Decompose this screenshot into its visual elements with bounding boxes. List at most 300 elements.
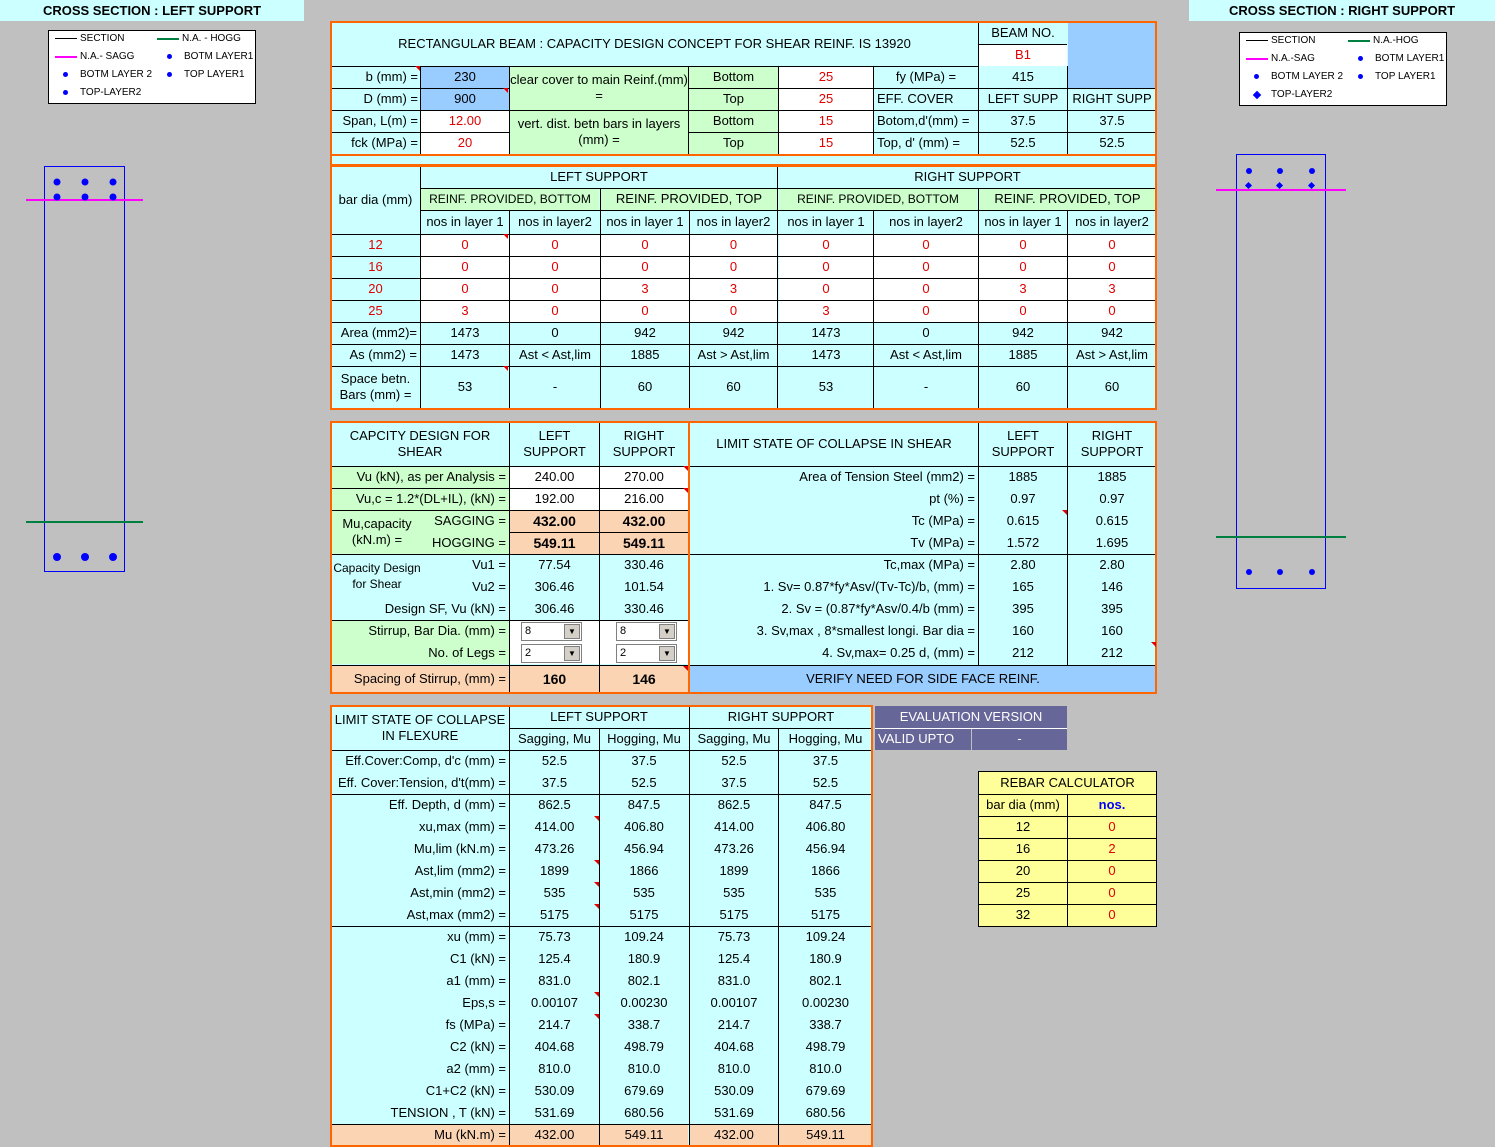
- rebar-dia-cell: 32: [979, 904, 1067, 926]
- flex-value: 52.5: [690, 750, 778, 772]
- flex-value: 831.0: [510, 970, 599, 992]
- flex-value: 1866: [600, 860, 688, 882]
- spacing-label: Spacing of Stirrup, (mm) =: [331, 666, 509, 692]
- dropdown-arrow-icon[interactable]: ▼: [659, 624, 675, 639]
- flex-value: 0.00107: [510, 992, 599, 1014]
- lsc-left-value: 2.80: [979, 554, 1067, 576]
- flex-value: 406.80: [600, 816, 688, 838]
- area-cell: 942: [601, 322, 689, 344]
- top-bar: [1277, 168, 1283, 174]
- space-cell: 60: [601, 366, 689, 408]
- bar-count-input[interactable]: 3: [421, 300, 509, 322]
- layer-col-header: nos in layer2: [874, 210, 978, 234]
- flex-value: 549.11: [779, 1124, 872, 1146]
- flex-value: 37.5: [690, 772, 778, 794]
- flex-sub-header: Sagging, Mu: [510, 728, 599, 750]
- bar-count-input[interactable]: 0: [690, 300, 777, 322]
- top-bar: [1246, 168, 1252, 174]
- legs-left-select[interactable]: [521, 644, 582, 663]
- area-cell: 1473: [421, 322, 509, 344]
- legend-botm-layer2-item: [63, 69, 152, 80]
- cap-left-header: LEFT SUPPORT: [510, 422, 599, 466]
- mu-capacity-label: Mu,capacity (kN.m) =: [331, 510, 419, 554]
- flex-sub-header: Hogging, Mu: [779, 728, 872, 750]
- flex-value: 75.73: [690, 926, 778, 948]
- flex-value: 679.69: [600, 1080, 688, 1102]
- dot-icon: [167, 54, 172, 59]
- space-cell: 60: [1068, 366, 1156, 408]
- legend-botm-layer2-label: BOTM LAYER 2: [80, 69, 153, 80]
- flex-value: 802.1: [600, 970, 688, 992]
- flex-value: 831.0: [690, 970, 778, 992]
- bottom-bar: [109, 553, 117, 561]
- legs-left-value: 2: [525, 647, 532, 659]
- bar-count-input[interactable]: 3: [690, 278, 777, 300]
- verify-side-face-button[interactable]: VERIFY NEED FOR SIDE FACE REINF.: [690, 666, 1156, 692]
- D-input[interactable]: 900: [421, 88, 509, 110]
- section-outline: [45, 167, 125, 572]
- bot-d-label: Botom,d'(mm) =: [874, 110, 978, 132]
- bar-count-input[interactable]: 3: [601, 278, 689, 300]
- bar-count-input[interactable]: 0: [510, 256, 600, 278]
- vuc-left-input[interactable]: 192.00: [510, 488, 599, 510]
- flex-value: 535: [690, 882, 778, 904]
- flex-row-label: xu,max (mm) =: [331, 816, 509, 838]
- mu-sag-left: 432.00: [510, 510, 599, 532]
- bar-count-input[interactable]: 0: [601, 234, 689, 256]
- vert-top-label: Top: [689, 132, 778, 154]
- area-cell: 942: [1068, 322, 1156, 344]
- vuc-right-input[interactable]: 216.00: [600, 488, 688, 510]
- bottom-bar: [1277, 569, 1283, 575]
- vu1-label: Vu1 =: [421, 554, 509, 576]
- vu2-right: 101.54: [600, 576, 688, 598]
- lsc-row-label: 1. Sv= 0.87*fy*Asv/(Tv-Tc)/b, (mm) =: [690, 576, 978, 598]
- flex-right-header: RIGHT SUPPORT: [690, 706, 872, 728]
- vert-bottom-label: Bottom: [689, 110, 778, 132]
- flex-value: 5175: [690, 904, 778, 926]
- flex-value: 802.1: [779, 970, 872, 992]
- dot-icon: [167, 72, 172, 77]
- as-cell: Ast > Ast,lim: [690, 344, 777, 366]
- space-cell: 53: [421, 366, 509, 408]
- flex-value: 37.5: [510, 772, 599, 794]
- b-label: b (mm) =: [331, 66, 421, 88]
- bar-count-input[interactable]: 0: [874, 300, 978, 322]
- as-cell: Ast > Ast,lim: [1068, 344, 1156, 366]
- legend-top-layer2-label: TOP-LAYER2: [80, 87, 142, 98]
- flex-value: 338.7: [600, 1014, 688, 1036]
- legs-label: No. of Legs =: [331, 642, 509, 664]
- flex-row-label: a2 (mm) =: [331, 1058, 509, 1080]
- cap-right-header: RIGHT SUPPORT: [600, 422, 688, 466]
- mu-sag-right: 432.00: [600, 510, 688, 532]
- lsc-left-value: 1.572: [979, 532, 1067, 554]
- bar-dia-cell: 12: [331, 234, 420, 256]
- space-label: Space betn. Bars (mm) =: [331, 366, 420, 408]
- lsc-right-value: 146: [1068, 576, 1156, 598]
- top-d-left: 52.5: [979, 132, 1067, 154]
- bar-dia-cell: 16: [331, 256, 420, 278]
- layer-col-header: nos in layer 1: [601, 210, 689, 234]
- bar-count-input[interactable]: 0: [510, 234, 600, 256]
- beam-no-input[interactable]: B1: [979, 44, 1067, 66]
- rebar-nos-input[interactable]: 0: [1068, 816, 1156, 838]
- flex-value: 498.79: [600, 1036, 688, 1058]
- area-cell: 0: [510, 322, 600, 344]
- flex-value: 498.79: [779, 1036, 872, 1058]
- D-label: D (mm) =: [331, 88, 421, 110]
- bar-count-input[interactable]: 0: [1068, 234, 1156, 256]
- bar-count-input[interactable]: 3: [779, 300, 873, 322]
- bar-count-input[interactable]: 0: [779, 278, 873, 300]
- bar-count-input[interactable]: 0: [979, 234, 1067, 256]
- layer-col-header: nos in layer2: [690, 210, 777, 234]
- flex-sub-header: Sagging, Mu: [690, 728, 778, 750]
- bar-count-input[interactable]: 0: [421, 234, 509, 256]
- bar-count-input[interactable]: 0: [510, 300, 600, 322]
- lsc-right-value: 395: [1068, 598, 1156, 620]
- flex-value: 847.5: [779, 794, 872, 816]
- fck-input[interactable]: 20: [421, 132, 509, 154]
- bar-count-input[interactable]: 0: [421, 278, 509, 300]
- flex-row-label: TENSION , T (kN) =: [331, 1102, 509, 1124]
- legend-top-layer1-label: TOP LAYER1: [1375, 71, 1436, 82]
- fy-value[interactable]: 415: [979, 66, 1067, 88]
- lsc-left-value: 1885: [979, 466, 1067, 488]
- lsc-left-value: 212: [979, 642, 1067, 664]
- vu1-left: 77.54: [510, 554, 599, 576]
- fy-label: fy (MPa) =: [874, 66, 978, 88]
- flex-value: 5175: [600, 904, 688, 926]
- dropdown-arrow-icon[interactable]: ▼: [564, 646, 580, 661]
- lsc-left-value: 395: [979, 598, 1067, 620]
- flex-value: 679.69: [779, 1080, 872, 1102]
- legend-botm-layer1-item: [1358, 53, 1444, 64]
- cover-bottom-input[interactable]: 25: [779, 66, 873, 88]
- bar-count-input[interactable]: 0: [421, 256, 509, 278]
- bottom-bar: [1309, 569, 1315, 575]
- layer-col-header: nos in layer2: [510, 210, 600, 234]
- flex-row-label: Ast,min (mm2) =: [331, 882, 509, 904]
- flex-row-label: fs (MPa) =: [331, 1014, 509, 1036]
- legend-top-layer2-label: TOP-LAYER2: [1271, 89, 1333, 100]
- right-legend: [1239, 32, 1447, 106]
- top-d-right: 52.5: [1068, 132, 1156, 154]
- flex-row-label: Eff. Cover:Tension, d't(mm) =: [331, 772, 509, 794]
- layer-col-header: nos in layer 1: [779, 210, 873, 234]
- dropdown-arrow-icon[interactable]: ▼: [659, 646, 675, 661]
- layer-col-header: nos in layer 1: [979, 210, 1067, 234]
- flex-row-label: Mu,lim (kN.m) =: [331, 838, 509, 860]
- bottom-bar: [53, 553, 61, 561]
- as-cell: 1473: [779, 344, 873, 366]
- lsc-right-value: 0.615: [1068, 510, 1156, 532]
- lsc-left-value: 0.97: [979, 488, 1067, 510]
- left-legend: [48, 30, 256, 104]
- area-label: Area (mm2)=: [331, 322, 420, 344]
- legs-right-select[interactable]: [616, 644, 677, 663]
- design-sf-label: Design SF, Vu (kN) =: [331, 598, 509, 620]
- bar-count-input[interactable]: 3: [979, 278, 1067, 300]
- evaluation-version-label: EVALUATION VERSION: [875, 706, 1067, 728]
- flex-value: 473.26: [510, 838, 599, 860]
- flex-value: 0.00107: [690, 992, 778, 1014]
- left-section-header: CROSS SECTION : LEFT SUPPORT: [0, 0, 304, 21]
- lsc-left-header: LEFT SUPPORT: [979, 422, 1067, 466]
- flex-row-label: Ast,max (mm2) =: [331, 904, 509, 926]
- flex-value: 52.5: [510, 750, 599, 772]
- rebar-dia-header: bar dia (mm): [979, 794, 1067, 816]
- flex-value: 0.00230: [600, 992, 688, 1014]
- space-cell: 60: [979, 366, 1067, 408]
- lsc-right-value: 0.97: [1068, 488, 1156, 510]
- legend-botm-layer1-item: [167, 51, 253, 62]
- flex-row-label: xu (mm) =: [331, 926, 509, 948]
- area-cell: 942: [979, 322, 1067, 344]
- right-section-drawing: [1189, 150, 1495, 590]
- stirrup-dia-left-select[interactable]: [521, 622, 582, 641]
- cover-label: clear cover to main Reinf.(mm) =: [510, 66, 688, 110]
- cover-top-input[interactable]: 25: [779, 88, 873, 110]
- bar-count-input[interactable]: 0: [779, 256, 873, 278]
- as-label: As (mm2) =: [331, 344, 420, 366]
- valid-upto-value: -: [972, 728, 1067, 750]
- lsc-row-label: Tc (MPa) =: [690, 510, 978, 532]
- flex-value: 456.94: [600, 838, 688, 860]
- left-supp-header: LEFT SUPP: [979, 88, 1067, 110]
- vert-bottom-input[interactable]: 15: [779, 110, 873, 132]
- legend-botm-layer1-label: BOTM LAYER1: [1375, 53, 1445, 64]
- legend-top-layer1-label: TOP LAYER1: [184, 69, 245, 80]
- span-input[interactable]: 12.00: [421, 110, 509, 132]
- reinf-left-support-header: LEFT SUPPORT: [421, 166, 777, 188]
- fck-label: fck (MPa) =: [331, 132, 421, 154]
- area-cell: 0: [874, 322, 978, 344]
- vu-label: Vu (kN), as per Analysis =: [331, 466, 509, 488]
- bottom-bar: [81, 553, 89, 561]
- vert-dist-label: vert. dist. betn bars in layers (mm) =: [510, 110, 688, 154]
- layer-col-header: nos in layer 1: [421, 210, 509, 234]
- flex-row-label: C1+C2 (kN) =: [331, 1080, 509, 1102]
- area-cell: 1473: [779, 322, 873, 344]
- bar-count-input[interactable]: 0: [779, 234, 873, 256]
- cap-heading: CAPCITY DESIGN FOR SHEAR: [331, 422, 509, 466]
- bottom-bar: [1246, 569, 1252, 575]
- flex-value: 535: [779, 882, 872, 904]
- lsc-row-label: 2. Sv = (0.87*fy*Asv/0.4/b (mm) =: [690, 598, 978, 620]
- vu-right-input[interactable]: 270.00: [600, 466, 688, 488]
- flex-value: 109.24: [600, 926, 688, 948]
- flex-value: 432.00: [510, 1124, 599, 1146]
- lsc-right-value: 2.80: [1068, 554, 1156, 576]
- as-cell: 1473: [421, 344, 509, 366]
- reinf-right-top-header: REINF. PROVIDED, TOP: [979, 188, 1156, 210]
- eff-cover-label: EFF. COVER: [874, 88, 978, 110]
- rebar-nos-input[interactable]: 2: [1068, 838, 1156, 860]
- reinf-left-top-header: REINF. PROVIDED, TOP: [601, 188, 777, 210]
- b-input[interactable]: 230: [421, 66, 509, 88]
- vu-left-input[interactable]: 240.00: [510, 466, 599, 488]
- flex-row-label: Eps,s =: [331, 992, 509, 1014]
- legend-top-layer1-item: [1358, 71, 1436, 82]
- flex-row-label: Ast,lim (mm2) =: [331, 860, 509, 882]
- flex-value: 456.94: [779, 838, 872, 860]
- top-bar-layer2: [1276, 182, 1283, 189]
- flex-value: 414.00: [510, 816, 599, 838]
- bar-count-input[interactable]: 0: [1068, 256, 1156, 278]
- design-sf-right: 330.46: [600, 598, 688, 620]
- legend-na-hogg-label: N.A. - HOGG: [182, 33, 241, 44]
- rebar-dia-cell: 12: [979, 816, 1067, 838]
- top-bar: [54, 194, 61, 201]
- flex-row-label: Mu (kN.m) =: [331, 1124, 509, 1146]
- as-cell: 1885: [979, 344, 1067, 366]
- bar-dia-header: bar dia (mm): [331, 166, 420, 234]
- flex-value: 810.0: [600, 1058, 688, 1080]
- legend-na-hogg-item: [157, 33, 241, 44]
- flex-value: 549.11: [600, 1124, 688, 1146]
- spacing-left: 160: [510, 666, 599, 692]
- flex-value: 531.69: [510, 1102, 599, 1124]
- cover-top-label: Top: [689, 88, 778, 110]
- legend-na-sagg-item: [55, 51, 134, 62]
- bar-count-input[interactable]: 0: [979, 300, 1067, 322]
- dot-icon: [1254, 74, 1259, 79]
- lsc-row-label: pt (%) =: [690, 488, 978, 510]
- space-cell: -: [874, 366, 978, 408]
- flex-sub-header: Hogging, Mu: [600, 728, 688, 750]
- as-cell: 1885: [601, 344, 689, 366]
- lsc-left-value: 160: [979, 620, 1067, 642]
- bar-count-input[interactable]: 0: [874, 234, 978, 256]
- cover-bottom-label: Bottom: [689, 66, 778, 88]
- flex-value: 810.0: [779, 1058, 872, 1080]
- bar-dia-cell: 25: [331, 300, 420, 322]
- beam-no-label: BEAM NO.: [979, 22, 1067, 44]
- bar-count-input[interactable]: 3: [1068, 278, 1156, 300]
- span-label: Span, L(m) =: [331, 110, 421, 132]
- bar-count-input[interactable]: 0: [874, 278, 978, 300]
- bar-count-input[interactable]: 0: [601, 256, 689, 278]
- mu-hog-right: 549.11: [600, 532, 688, 554]
- right-supp-header: RIGHT SUPP: [1068, 88, 1156, 110]
- legend-section-item: [55, 33, 124, 44]
- flex-value: 680.56: [600, 1102, 688, 1124]
- vuc-label: Vu,c = 1.2*(DL+IL), (kN) =: [331, 488, 509, 510]
- flex-value: 109.24: [779, 926, 872, 948]
- rebar-dia-cell: 16: [979, 838, 1067, 860]
- flex-value: 473.26: [690, 838, 778, 860]
- flex-value: 5175: [510, 904, 599, 926]
- rebar-nos-input[interactable]: 0: [1068, 860, 1156, 882]
- flex-value: 1899: [690, 860, 778, 882]
- legend-na-hogg-label: N.A.-HOG: [1373, 35, 1419, 46]
- rebar-nos-header: nos.: [1068, 794, 1156, 816]
- bar-count-input[interactable]: 0: [690, 256, 777, 278]
- legend-na-sagg-item: [1246, 53, 1315, 64]
- lsc-right-value: 1.695: [1068, 532, 1156, 554]
- flex-row-label: Eff.Cover:Comp, d'c (mm) =: [331, 750, 509, 772]
- bar-count-input[interactable]: 0: [979, 256, 1067, 278]
- flex-value: 530.09: [690, 1080, 778, 1102]
- section-outline: [1237, 155, 1326, 589]
- flex-value: 125.4: [510, 948, 599, 970]
- lsc-row-label: 4. Sv,max= 0.25 d, (mm) =: [690, 642, 978, 664]
- sagging-label: SAGGING =: [419, 510, 509, 532]
- rebar-dia-cell: 20: [979, 860, 1067, 882]
- lsc-right-value: 212: [1068, 642, 1156, 664]
- reinf-right-support-header: RIGHT SUPPORT: [779, 166, 1156, 188]
- flex-left-header: LEFT SUPPORT: [510, 706, 688, 728]
- top-bar: [110, 194, 117, 201]
- space-cell: 60: [690, 366, 777, 408]
- flex-value: 530.09: [510, 1080, 599, 1102]
- stirrup-dia-right-value: 8: [620, 625, 627, 637]
- hogging-label: HOGGING =: [419, 532, 509, 554]
- flex-value: 214.7: [690, 1014, 778, 1036]
- flex-value: 404.68: [690, 1036, 778, 1058]
- bot-d-right: 37.5: [1068, 110, 1156, 132]
- bar-count-input[interactable]: 0: [601, 300, 689, 322]
- space-cell: -: [510, 366, 600, 408]
- lsc-right-header: RIGHT SUPPORT: [1068, 422, 1156, 466]
- lsc-row-label: Tv (MPa) =: [690, 532, 978, 554]
- legend-na-sagg-label: N.A.-SAG: [1271, 53, 1315, 64]
- lsc-left-value: 165: [979, 576, 1067, 598]
- flex-value: 862.5: [510, 794, 599, 816]
- dot-icon: [63, 72, 68, 77]
- valid-upto-label: VALID UPTO: [875, 728, 971, 750]
- top-bar: [82, 194, 89, 201]
- flex-value: 847.5: [600, 794, 688, 816]
- rebar-nos-input[interactable]: 0: [1068, 904, 1156, 926]
- vert-top-input[interactable]: 15: [779, 132, 873, 154]
- flex-value: 414.00: [690, 816, 778, 838]
- flex-value: 0.00230: [779, 992, 872, 1014]
- flex-row-label: C2 (kN) =: [331, 1036, 509, 1058]
- bar-count-input[interactable]: 0: [690, 234, 777, 256]
- bot-d-left: 37.5: [979, 110, 1067, 132]
- stirrup-dia-label: Stirrup, Bar Dia. (mm) =: [331, 620, 509, 642]
- bar-count-input[interactable]: 0: [1068, 300, 1156, 322]
- bar-count-input[interactable]: 0: [510, 278, 600, 300]
- stirrup-dia-right-select[interactable]: [616, 622, 677, 641]
- reinf-left-bottom-header: REINF. PROVIDED, BOTTOM: [421, 188, 599, 210]
- as-cell: Ast < Ast,lim: [874, 344, 978, 366]
- dot-icon: [1358, 74, 1363, 79]
- dropdown-arrow-icon[interactable]: ▼: [564, 624, 580, 639]
- left-section-drawing: [0, 150, 304, 590]
- flex-value: 531.69: [690, 1102, 778, 1124]
- flex-value: 1899: [510, 860, 599, 882]
- flex-value: 338.7: [779, 1014, 872, 1036]
- legend-na-hogg-item: [1348, 35, 1419, 46]
- flex-value: 37.5: [600, 750, 688, 772]
- legend-section-item: [1246, 35, 1315, 46]
- top-bar: [1309, 168, 1315, 174]
- lsc-left-value: 0.615: [979, 510, 1067, 532]
- top-bar-layer2: [1245, 182, 1252, 189]
- flex-value: 125.4: [690, 948, 778, 970]
- right-section-header: CROSS SECTION : RIGHT SUPPORT: [1189, 0, 1495, 21]
- bar-count-input[interactable]: 0: [874, 256, 978, 278]
- rebar-nos-input[interactable]: 0: [1068, 882, 1156, 904]
- flex-value: 5175: [779, 904, 872, 926]
- flex-row-label: a1 (mm) =: [331, 970, 509, 992]
- dot-icon: [63, 90, 68, 95]
- flex-value: 680.56: [779, 1102, 872, 1124]
